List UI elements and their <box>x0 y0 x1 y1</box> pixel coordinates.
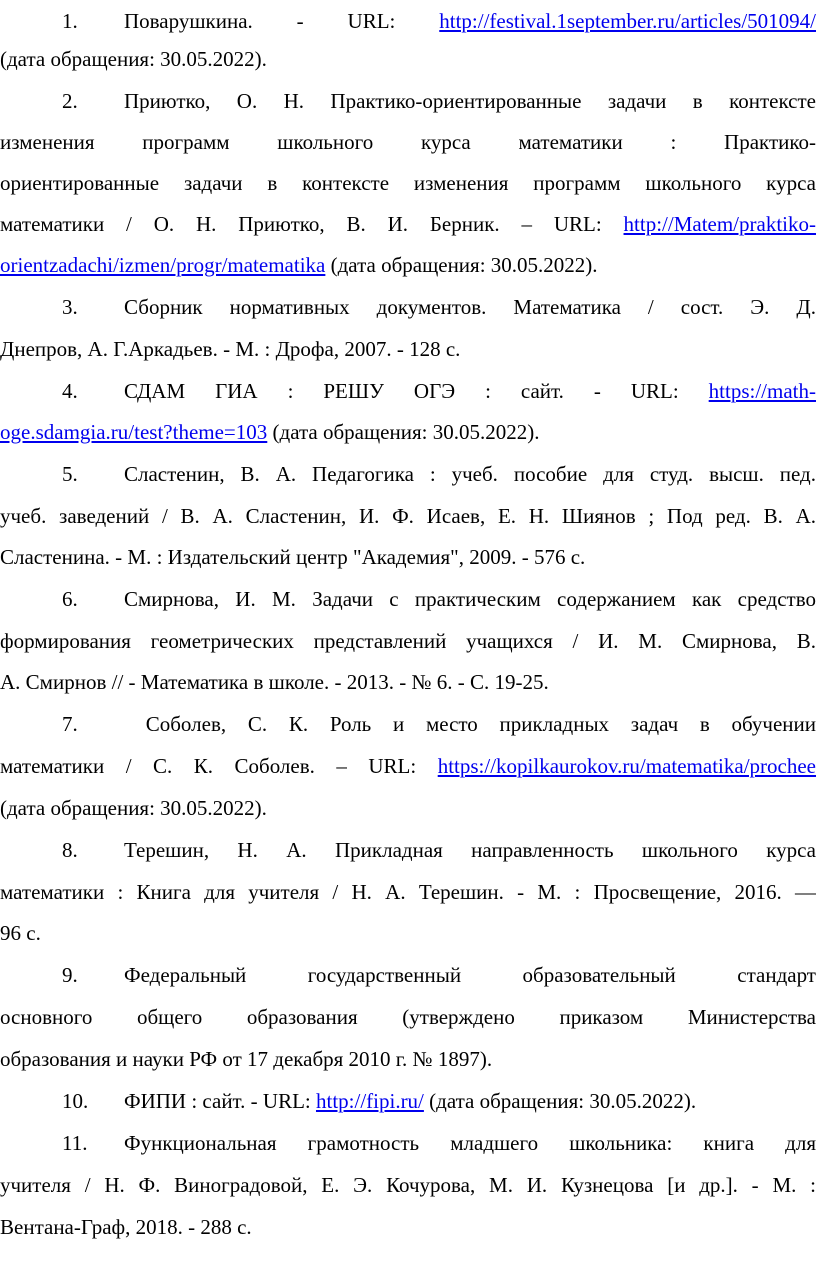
reference-number: 9. <box>62 963 78 987</box>
reference-item-6 <box>62 580 816 618</box>
reference-text: Приютко, О. Н. Практико-ориентированные задачи в контексте <box>124 89 816 113</box>
reference-line: А. Смирнов // - Математика в школе. - 2013. - № 6. - С. 19-25. <box>0 670 549 694</box>
reference-line: математики : Книга для учителя / Н. А. Терешин. - М. : Просвещение, 2016. — <box>0 880 816 904</box>
reference-number: 3. <box>62 295 78 319</box>
reference-link[interactable]: https://kopilkaurokov.ru/matematika/prochee <box>437 754 816 778</box>
reference-line: Вентана-Граф, 2018. - 288 с. <box>0 1215 252 1239</box>
reference-text: (дата обращения: 30.05.2022). <box>423 1089 697 1113</box>
reference-line <box>0 205 816 243</box>
reference-text: Соболев, С. К. Роль и место прикладных задач в обучении <box>124 712 816 736</box>
reference-line: образования и науки РФ от 17 декабря 2010 г. № 1897). <box>0 1047 493 1071</box>
reference-number: 10. <box>62 1089 89 1113</box>
reference-item-8 <box>62 831 816 869</box>
reference-line: (дата обращения: 30.05.2022). <box>0 796 267 820</box>
reference-line: 96 с. <box>0 921 41 945</box>
reference-link[interactable]: orientzadachi/izmen/progr/matematika <box>0 253 326 277</box>
reference-item-2 <box>62 82 816 120</box>
reference-number: 7. <box>62 712 78 736</box>
reference-text: ФИПИ : сайт. - URL: <box>124 1089 316 1113</box>
reference-link[interactable]: http://festival.1september.ru/articles/501094/ <box>439 9 816 33</box>
reference-item-3 <box>62 288 816 326</box>
reference-item-4 <box>62 372 816 410</box>
reference-line: учителя / Н. Ф. Виноградовой, Е. Э. Кочурова, М. И. Кузнецова [и др.]. - М. : <box>0 1173 816 1197</box>
reference-text: Сластенин, В. А. Педагогика : учеб. пособие для студ. высш. пед. <box>124 462 816 486</box>
reference-number: 8. <box>62 838 78 862</box>
reference-line <box>0 246 816 284</box>
reference-number: 5. <box>62 462 78 486</box>
reference-line: изменения программ школьного курса математики : Практико- <box>0 130 816 154</box>
reference-link[interactable]: http://fipi.ru/ <box>315 1089 424 1113</box>
reference-number: 6. <box>62 587 78 611</box>
reference-item-10 <box>62 1082 816 1120</box>
reference-line: Сластенина. - М. : Издательский центр "Академия", 2009. - 576 с. <box>0 545 586 569</box>
reference-item-11 <box>62 1124 816 1162</box>
reference-item-7 <box>62 705 816 743</box>
reference-number: 2. <box>62 89 78 113</box>
reference-line: (дата обращения: 30.05.2022). <box>0 47 267 71</box>
reference-text: Сборник нормативных документов. Математика / сост. Э. Д. <box>124 295 816 319</box>
reference-number: 11. <box>62 1131 88 1155</box>
reference-item-5 <box>62 455 816 493</box>
reference-text: (дата обращения: 30.05.2022). <box>325 253 598 277</box>
reference-text: Терешин, Н. А. Прикладная направленность школьного курса <box>124 838 816 862</box>
reference-line: формирования геометрических представлений учащихся / И. М. Смирнова, В. <box>0 629 816 653</box>
reference-text: СДАМ ГИА : РЕШУ ОГЭ : сайт. - URL: <box>124 379 709 403</box>
reference-line: ориентированные задачи в контексте изменения программ школьного курса <box>0 171 816 195</box>
reference-text: Смирнова, И. М. Задачи с практическим содержанием как средство <box>124 587 816 611</box>
reference-number: 1. <box>62 9 78 33</box>
reference-text: Функциональная грамотность младшего школьника: книга для <box>124 1131 816 1155</box>
reference-number: 4. <box>62 379 78 403</box>
reference-line: основного общего образования (утверждено приказом Министерства <box>0 1005 816 1029</box>
reference-line: учеб. заведений / В. А. Сластенин, И. Ф. Исаев, Е. Н. Шиянов ; Под ред. В. А. <box>0 504 816 528</box>
reference-line <box>0 747 816 785</box>
reference-text: Поварушкина. - URL: <box>124 9 440 33</box>
reference-text: (дата обращения: 30.05.2022). <box>267 420 540 444</box>
reference-link[interactable]: https://math- <box>708 379 816 403</box>
reference-line: Днепров, А. Г.Аркадьев. - М. : Дрофа, 2007. - 128 с. <box>0 337 461 361</box>
reference-item-9 <box>62 956 816 994</box>
reference-text: математики / С. К. Соболев. – URL: <box>0 754 438 778</box>
reference-text: математики / О. Н. Приютко, В. И. Берник. – URL: <box>0 212 624 236</box>
reference-link[interactable]: oge.sdamgia.ru/test?theme=103 <box>0 420 268 444</box>
reference-link[interactable]: http://Matem/praktiko- <box>623 212 816 236</box>
reference-line <box>0 413 816 451</box>
reference-text: Федеральный государственный образовательный стандарт <box>124 963 816 987</box>
reference-item-1 <box>62 2 816 40</box>
